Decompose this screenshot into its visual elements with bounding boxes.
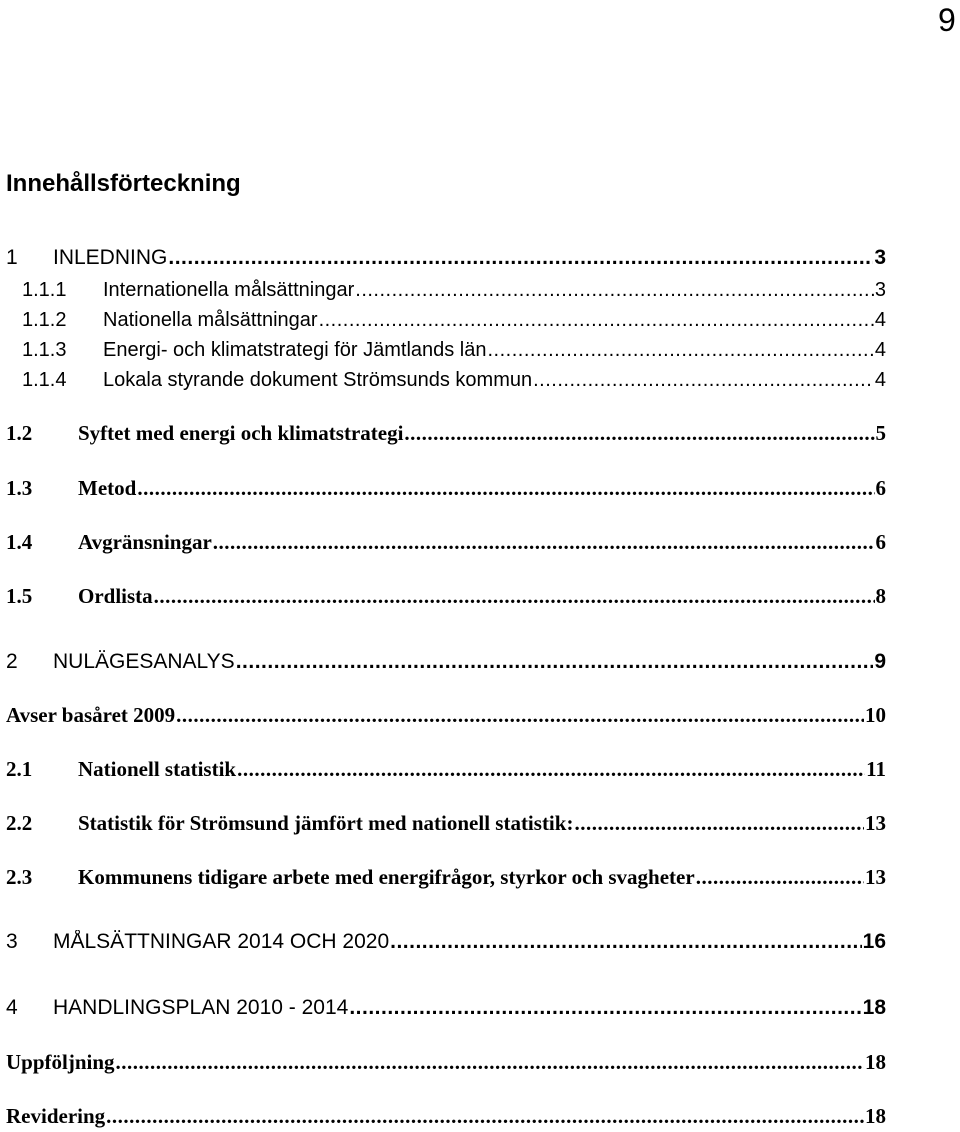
toc-entry-number: 1.4 [6, 530, 33, 554]
toc-entry-title: Metod [78, 476, 137, 500]
toc-entry-avser-basaret[interactable] [6, 703, 886, 728]
toc-entry-kommunens-tidigare-arbete[interactable] [6, 865, 886, 890]
toc-entry-revidering[interactable] [6, 1104, 886, 1129]
toc-entry-number: 1.2 [6, 421, 33, 445]
toc-dot-leader [168, 246, 873, 270]
toc-entry-page: 13 [865, 865, 886, 889]
toc-entry-title: Revidering [6, 1104, 106, 1128]
toc-entry-title: Lokala styrande dokument Strömsunds kommun [103, 369, 533, 391]
toc-entry-title: Nationell statistik [78, 757, 237, 781]
toc-entry-page: 3 [874, 246, 886, 269]
toc-entry-number: 1.3 [6, 476, 33, 500]
toc-entry-title: Uppföljning [6, 1050, 115, 1074]
toc-entry-title: Nationella målsättningar [103, 309, 318, 331]
toc-entry-title: NULÄGESANALYS [53, 650, 235, 673]
toc-dot-leader [106, 1104, 864, 1129]
toc-dot-leader [319, 309, 874, 332]
toc-entry-page: 9 [874, 650, 886, 673]
toc-entry-number: 1.5 [6, 584, 33, 608]
toc-heading: Innehållsförteckning [6, 170, 241, 197]
toc-dot-leader [237, 757, 865, 782]
toc-entry-uppfoljning[interactable] [6, 1050, 886, 1075]
toc-entry-page: 11 [866, 757, 886, 781]
toc-entry-title: Ordlista [78, 584, 153, 608]
toc-entry-title: MÅLSÄTTNINGAR 2014 OCH 2020 [53, 930, 390, 953]
toc-entry-page: 10 [865, 703, 886, 727]
toc-entry-number: 2.3 [6, 865, 33, 889]
toc-entry-title: HANDLINGSPLAN 2010 - 2014 [53, 996, 349, 1019]
toc-entry-title: Internationella målsättningar [103, 279, 355, 301]
toc-entry-title: Avgränsningar [78, 530, 212, 554]
toc-entry-number: 1.1.2 [22, 309, 67, 331]
toc-dot-leader [404, 421, 874, 446]
toc-entry-number: 2 [6, 650, 18, 673]
toc-entry-title: INLEDNING [53, 246, 168, 269]
toc-entry-page: 18 [865, 1104, 886, 1128]
toc-entry-internationella-malsattningar[interactable] [6, 279, 886, 302]
toc-entry-energi-klimatstrategi-jamtland[interactable] [6, 339, 886, 362]
toc-entry-lokala-styrande-dokument[interactable] [6, 369, 886, 392]
toc-entry-page: 4 [874, 339, 886, 361]
toc-entry-title: Avser basåret 2009 [6, 703, 176, 727]
toc-dot-leader [137, 476, 874, 501]
toc-entry-ordlista[interactable] [6, 584, 886, 609]
toc-dot-leader [696, 865, 864, 890]
toc-entry-number: 1.1.4 [22, 369, 67, 391]
toc-dot-leader [213, 530, 875, 555]
toc-entry-page: 18 [865, 1050, 886, 1074]
toc-entry-page: 5 [875, 421, 886, 445]
toc-entry-number: 1.1.1 [22, 279, 67, 301]
toc-entry-syftet[interactable] [6, 421, 886, 446]
toc-entry-handlingsplan[interactable] [6, 996, 886, 1020]
toc-entry-inledning[interactable] [6, 246, 886, 270]
toc-entry-avgransningar[interactable] [6, 530, 886, 555]
toc-entry-page: 16 [862, 930, 886, 953]
toc-entry-nationell-statistik[interactable] [6, 757, 886, 782]
toc-entry-page: 6 [875, 476, 886, 500]
toc-entry-title: Kommunens tidigare arbete med energifrågor, styrkor och svagheter [78, 865, 695, 889]
toc-entry-page: 8 [875, 584, 886, 608]
toc-entry-page: 13 [865, 811, 886, 835]
toc-dot-leader [488, 339, 874, 362]
toc-dot-leader [236, 650, 874, 674]
toc-entry-number: 2.1 [6, 757, 33, 781]
toc-dot-leader [574, 811, 864, 836]
toc-entry-title: Syftet med energi och klimatstrategi [78, 421, 404, 445]
toc-entry-page: 6 [875, 530, 886, 554]
toc-entry-page: 4 [874, 369, 886, 391]
toc-entry-number: 1 [6, 246, 18, 269]
toc-entry-title: Statistik för Strömsund jämfört med nationell statistik: [78, 811, 574, 835]
toc-dot-leader [390, 930, 862, 954]
page-number: 9 [938, 2, 956, 38]
toc-entry-number: 3 [6, 930, 18, 953]
toc-entry-nationella-malsattningar[interactable] [6, 309, 886, 332]
toc-dot-leader [349, 996, 861, 1020]
toc-entry-malsattningar[interactable] [6, 930, 886, 954]
toc-entry-nulagesanalys[interactable] [6, 650, 886, 674]
toc-entry-page: 18 [862, 996, 886, 1019]
toc-entry-statistik-stromsund[interactable] [6, 811, 886, 836]
toc-entry-number: 2.2 [6, 811, 33, 835]
toc-entry-page: 4 [874, 309, 886, 331]
toc-entry-title: Energi- och klimatstrategi för Jämtlands län [103, 339, 487, 361]
toc-dot-leader [176, 703, 864, 728]
toc-entry-number: 1.1.3 [22, 339, 67, 361]
toc-dot-leader [154, 584, 875, 609]
toc-dot-leader [355, 279, 874, 302]
toc-entry-page: 3 [874, 279, 886, 301]
toc-entry-metod[interactable] [6, 476, 886, 501]
toc-entry-number: 4 [6, 996, 18, 1019]
toc-dot-leader [533, 369, 874, 392]
toc-dot-leader [116, 1050, 864, 1075]
